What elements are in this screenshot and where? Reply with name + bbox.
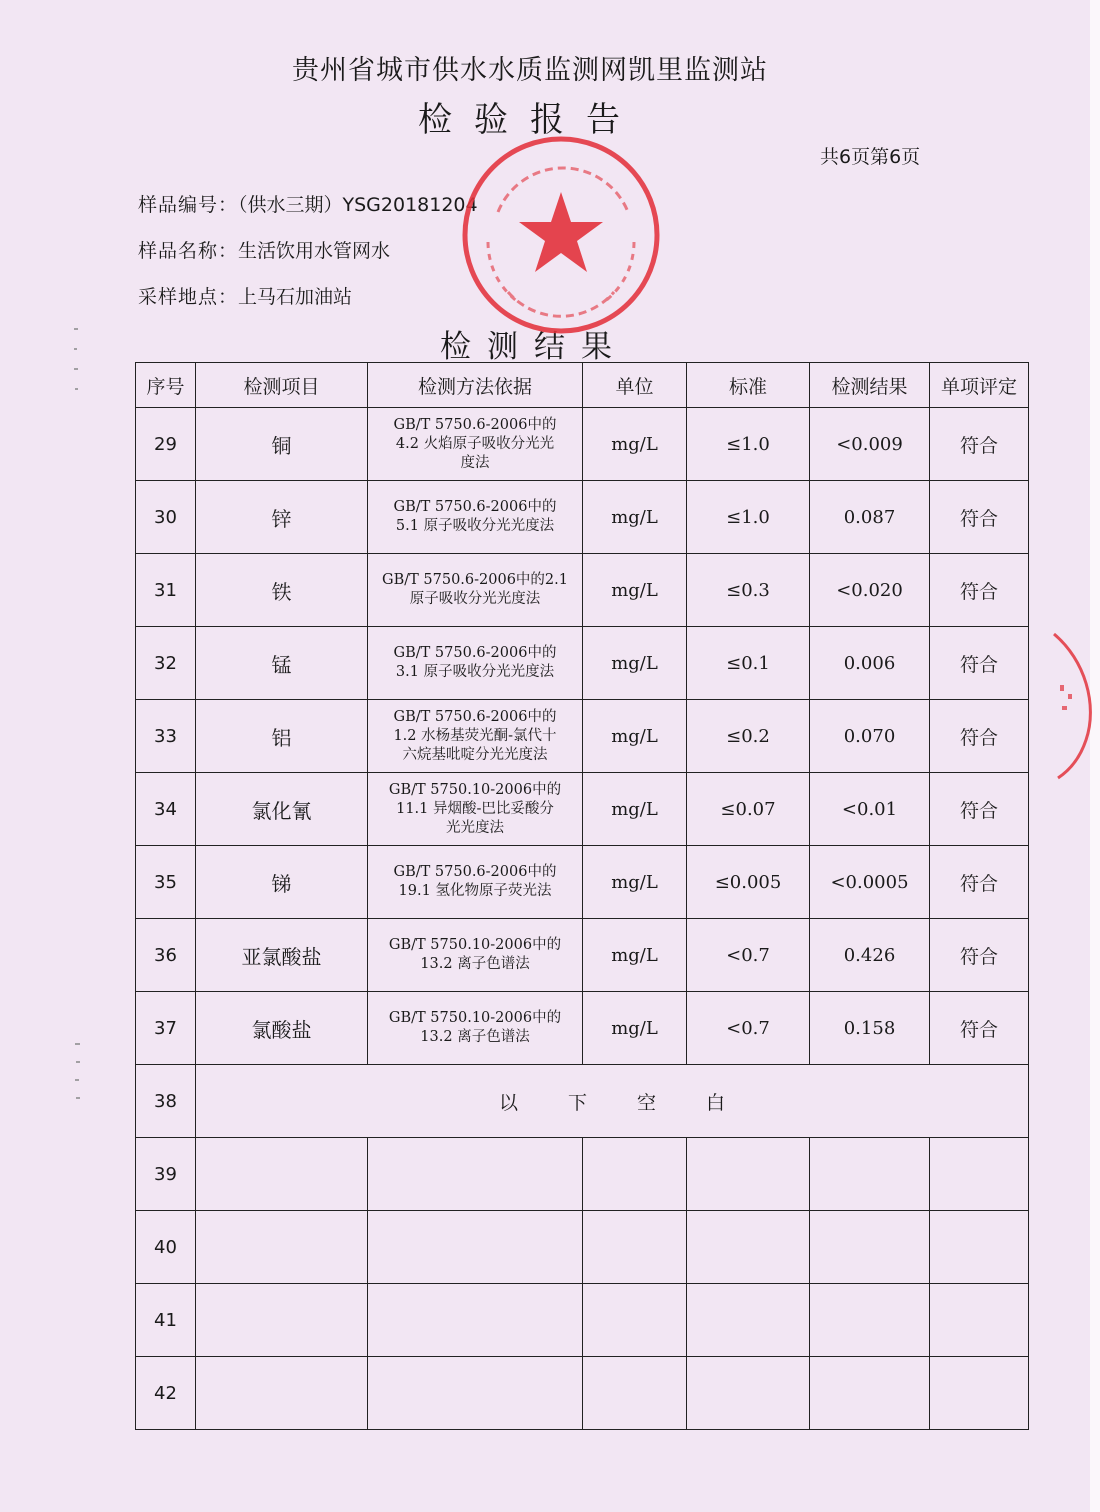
binding-marks-icon bbox=[72, 1040, 84, 1110]
row-unit: mg/L bbox=[583, 919, 687, 992]
organization-title: 贵州省城市供水水质监测网凯里监测站 bbox=[292, 55, 768, 86]
sample-site-line bbox=[138, 282, 352, 309]
row-method: GB/T 5750.6-2006中的 3.1 原子吸收分光光度法 bbox=[368, 627, 583, 700]
row-index: 31 bbox=[136, 554, 196, 627]
row-unit: mg/L bbox=[583, 627, 687, 700]
row-item: 锌 bbox=[196, 481, 368, 554]
table-row bbox=[136, 919, 1029, 992]
row-result: <0.01 bbox=[810, 773, 930, 846]
row-index: 33 bbox=[136, 700, 196, 773]
row-method: GB/T 5750.10-2006中的 13.2 离子色谱法 bbox=[368, 919, 583, 992]
table-row bbox=[136, 992, 1029, 1065]
sample-name-line bbox=[138, 236, 390, 263]
row-unit: mg/L bbox=[583, 408, 687, 481]
row-index: 29 bbox=[136, 408, 196, 481]
header-standard: 标准 bbox=[687, 363, 810, 408]
results-table bbox=[135, 362, 1029, 1430]
row-index: 30 bbox=[136, 481, 196, 554]
row-method: GB/T 5750.6-2006中的2.1 原子吸收分光光度法 bbox=[368, 554, 583, 627]
sample-name-value: 生活饮用水管网水 bbox=[238, 240, 391, 262]
row-evaluation: 符合 bbox=[930, 846, 1029, 919]
header-method: 检测方法依据 bbox=[368, 363, 583, 408]
row-standard: ≤0.005 bbox=[687, 846, 810, 919]
blank-row bbox=[136, 1065, 1029, 1138]
row-unit: mg/L bbox=[583, 554, 687, 627]
row-method: GB/T 5750.6-2006中的 19.1 氢化物原子荧光法 bbox=[368, 846, 583, 919]
empty-row bbox=[136, 1357, 1029, 1430]
row-index: 32 bbox=[136, 627, 196, 700]
row-item: 铜 bbox=[196, 408, 368, 481]
row-result: 0.426 bbox=[810, 919, 930, 992]
row-item: 氯酸盐 bbox=[196, 992, 368, 1065]
row-method: GB/T 5750.6-2006中的 5.1 原子吸收分光光度法 bbox=[368, 481, 583, 554]
official-seal-icon bbox=[458, 132, 664, 338]
sample-id-line bbox=[138, 190, 478, 217]
row-item: 亚氯酸盐 bbox=[196, 919, 368, 992]
header-item: 检测项目 bbox=[196, 363, 368, 408]
row-standard: ≤1.0 bbox=[687, 408, 810, 481]
table-row bbox=[136, 554, 1029, 627]
header-unit: 单位 bbox=[583, 363, 687, 408]
row-standard: ≤1.0 bbox=[687, 481, 810, 554]
row-evaluation: 符合 bbox=[930, 919, 1029, 992]
row-result: <0.0005 bbox=[810, 846, 930, 919]
row-index: 34 bbox=[136, 773, 196, 846]
row-unit: mg/L bbox=[583, 846, 687, 919]
row-unit: mg/L bbox=[583, 773, 687, 846]
header-index: 序号 bbox=[136, 363, 196, 408]
empty-row bbox=[136, 1211, 1029, 1284]
row-result: 0.087 bbox=[810, 481, 930, 554]
sample-name-label: 样品名称： bbox=[138, 240, 239, 262]
row-index: 42 bbox=[136, 1357, 196, 1430]
row-method: GB/T 5750.6-2006中的 1.2 水杨基荧光酮-氯代十 六烷基吡啶分光光度法 bbox=[368, 700, 583, 773]
sample-site-label: 采样地点： bbox=[138, 286, 239, 308]
table-header-row bbox=[136, 363, 1029, 408]
row-index: 38 bbox=[136, 1065, 196, 1138]
table-row bbox=[136, 700, 1029, 773]
row-standard: ≤0.2 bbox=[687, 700, 810, 773]
row-index: 41 bbox=[136, 1284, 196, 1357]
row-method: GB/T 5750.10-2006中的 13.2 离子色谱法 bbox=[368, 992, 583, 1065]
row-evaluation: 符合 bbox=[930, 627, 1029, 700]
row-unit: mg/L bbox=[583, 700, 687, 773]
row-index: 39 bbox=[136, 1138, 196, 1211]
sample-site-value: 上马石加油站 bbox=[238, 286, 353, 308]
row-item: 锑 bbox=[196, 846, 368, 919]
header-result: 检测结果 bbox=[810, 363, 930, 408]
edge-seal-icon bbox=[1040, 630, 1100, 780]
row-evaluation: 符合 bbox=[930, 700, 1029, 773]
row-index: 36 bbox=[136, 919, 196, 992]
row-evaluation: 符合 bbox=[930, 408, 1029, 481]
row-evaluation: 符合 bbox=[930, 554, 1029, 627]
row-index: 40 bbox=[136, 1211, 196, 1284]
table-row bbox=[136, 627, 1029, 700]
binding-marks-icon bbox=[70, 325, 82, 405]
row-item: 铁 bbox=[196, 554, 368, 627]
row-unit: mg/L bbox=[583, 481, 687, 554]
row-standard: ≤0.07 bbox=[687, 773, 810, 846]
table-row bbox=[136, 773, 1029, 846]
row-method: GB/T 5750.6-2006中的 4.2 火焰原子吸收分光光 度法 bbox=[368, 408, 583, 481]
row-item: 氯化氰 bbox=[196, 773, 368, 846]
row-item: 锰 bbox=[196, 627, 368, 700]
row-index: 37 bbox=[136, 992, 196, 1065]
sample-id-value: （供水三期）YSG20181204 bbox=[238, 194, 478, 216]
row-result: 0.158 bbox=[810, 992, 930, 1065]
row-result: 0.006 bbox=[810, 627, 930, 700]
row-evaluation: 符合 bbox=[930, 773, 1029, 846]
report-title: 检验报告 bbox=[418, 100, 642, 140]
row-standard: <0.7 bbox=[687, 992, 810, 1065]
row-unit: mg/L bbox=[583, 992, 687, 1065]
table-row bbox=[136, 481, 1029, 554]
empty-row bbox=[136, 1284, 1029, 1357]
header-evaluation: 单项评定 bbox=[930, 363, 1029, 408]
row-evaluation: 符合 bbox=[930, 992, 1029, 1065]
row-result: <0.020 bbox=[810, 554, 930, 627]
empty-row bbox=[136, 1138, 1029, 1211]
results-title: 检测结果 bbox=[440, 329, 628, 365]
table-row bbox=[136, 846, 1029, 919]
table-row bbox=[136, 408, 1029, 481]
row-method: GB/T 5750.10-2006中的 11.1 异烟酸-巴比妥酸分 光光度法 bbox=[368, 773, 583, 846]
sample-id-label: 样品编号： bbox=[138, 194, 239, 216]
row-result: 0.070 bbox=[810, 700, 930, 773]
row-result: <0.009 bbox=[810, 408, 930, 481]
row-evaluation: 符合 bbox=[930, 481, 1029, 554]
page-count: 共6页第6页 bbox=[820, 146, 921, 168]
row-item: 铝 bbox=[196, 700, 368, 773]
blank-note: 以下空白 bbox=[196, 1065, 1029, 1138]
row-standard: <0.7 bbox=[687, 919, 810, 992]
row-standard: ≤0.3 bbox=[687, 554, 810, 627]
row-index: 35 bbox=[136, 846, 196, 919]
row-standard: ≤0.1 bbox=[687, 627, 810, 700]
